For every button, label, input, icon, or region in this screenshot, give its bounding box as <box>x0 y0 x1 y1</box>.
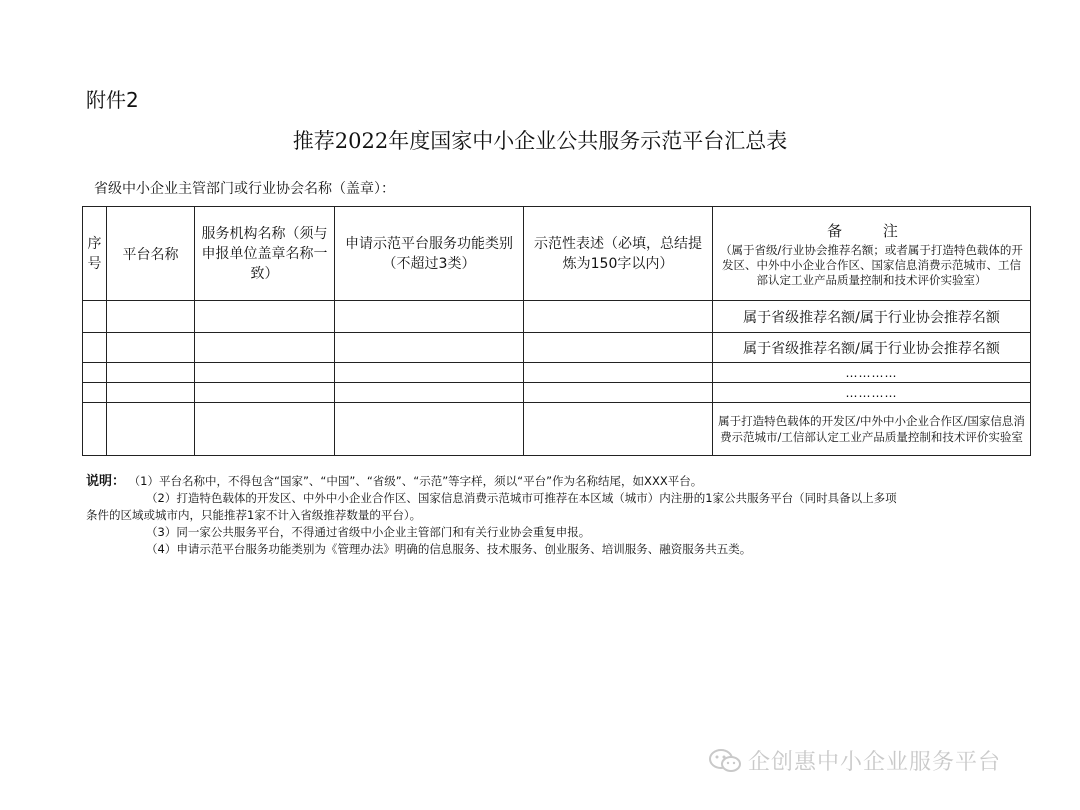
cell-agency[interactable] <box>195 333 335 363</box>
org-name-line: 省级中小企业主管部门或行业协会名称（盖章）： <box>94 181 395 197</box>
table-row <box>83 383 1031 403</box>
table-row <box>83 333 1031 363</box>
note-item: （2）打造特色载体的开发区、中外中小企业合作区、国家信息消费示范城市可推荐在本区域（城市）内注册的1家公共服务平台（同时具备以上多项 <box>146 491 897 505</box>
cell-description[interactable] <box>524 403 713 456</box>
summary-table <box>82 206 1031 456</box>
remark-title: 备 注 <box>827 221 916 240</box>
cell-function[interactable] <box>335 363 524 383</box>
cell-description[interactable] <box>524 333 713 363</box>
header-seq: 序号 <box>83 207 107 301</box>
cell-platform[interactable] <box>107 301 195 333</box>
notes-label: 说明： <box>86 474 126 489</box>
cell-function[interactable] <box>335 333 524 363</box>
cell-function[interactable] <box>335 403 524 456</box>
cell-seq[interactable] <box>83 363 107 383</box>
note-item: （1）平台名称中，不得包含“国家”、“中国”、“省级”、“示范”等字样，须以“平台”作为名称结尾，如XXX平台。 <box>128 474 703 488</box>
header-platform-name: 平台名称 <box>107 207 195 301</box>
header-service-function: 申请示范平台服务功能类别（不超过3类） <box>335 207 524 301</box>
cell-agency[interactable] <box>195 383 335 403</box>
page-title: 推荐2022年度国家中小企业公共服务示范平台汇总表 <box>292 129 788 153</box>
cell-remark: ………… <box>713 363 1031 383</box>
cell-description[interactable] <box>524 363 713 383</box>
table-row <box>83 363 1031 383</box>
cell-seq[interactable] <box>83 333 107 363</box>
note-line-1 <box>86 473 1030 490</box>
cell-platform[interactable] <box>107 403 195 456</box>
remark-note: （属于省级/行业协会推荐名额；或者属于打造特色载体的开发区、中外中小企业合作区、国家信息消费示范城市、工信部认定工业产品质量控制和技术评价实验室） <box>720 242 1023 287</box>
header-description: 示范性表述（必填，总结提炼为150字以内） <box>524 207 713 301</box>
cell-platform[interactable] <box>107 363 195 383</box>
note-item: （4）申请示范平台服务功能类别为《管理办法》明确的信息服务、技术服务、创业服务、培训服务、融资服务共五类。 <box>146 542 752 556</box>
notes-section <box>86 473 1030 558</box>
cell-seq[interactable] <box>83 383 107 403</box>
cell-agency[interactable] <box>195 363 335 383</box>
cell-remark: 属于打造特色载体的开发区/中外中小企业合作区/国家信息消费示范城市/工信部认定工业产品质量控制和技术评价实验室 <box>713 403 1031 456</box>
note-item: 条件的区域或城市内，只能推荐1家不计入省级推荐数量的平台）。 <box>86 508 422 522</box>
cell-agency[interactable] <box>195 301 335 333</box>
cell-description[interactable] <box>524 301 713 333</box>
cell-seq[interactable] <box>83 301 107 333</box>
cell-remark: ………… <box>713 383 1031 403</box>
cell-agency[interactable] <box>195 403 335 456</box>
attachment-label: 附件2 <box>86 88 139 112</box>
cell-platform[interactable] <box>107 383 195 403</box>
watermark-text: 企创惠中小企业服务平台 <box>748 750 1002 775</box>
watermark <box>708 745 1001 776</box>
cell-function[interactable] <box>335 383 524 403</box>
cell-platform[interactable] <box>107 333 195 363</box>
note-item: （3）同一家公共服务平台，不得通过省级中小企业主管部门和有关行业协会重复申报。 <box>146 525 591 539</box>
cell-seq[interactable] <box>83 403 107 456</box>
cell-description[interactable] <box>524 383 713 403</box>
cell-remark: 属于省级推荐名额/属于行业协会推荐名额 <box>713 333 1031 363</box>
table-row <box>83 301 1031 333</box>
table-header-row <box>83 207 1031 301</box>
wechat-icon <box>708 748 742 774</box>
table-row <box>83 403 1031 456</box>
cell-function[interactable] <box>335 301 524 333</box>
header-remark <box>713 207 1031 301</box>
header-agency-name: 服务机构名称（须与申报单位盖章名称一致） <box>195 207 335 301</box>
cell-remark: 属于省级推荐名额/属于行业协会推荐名额 <box>713 301 1031 333</box>
